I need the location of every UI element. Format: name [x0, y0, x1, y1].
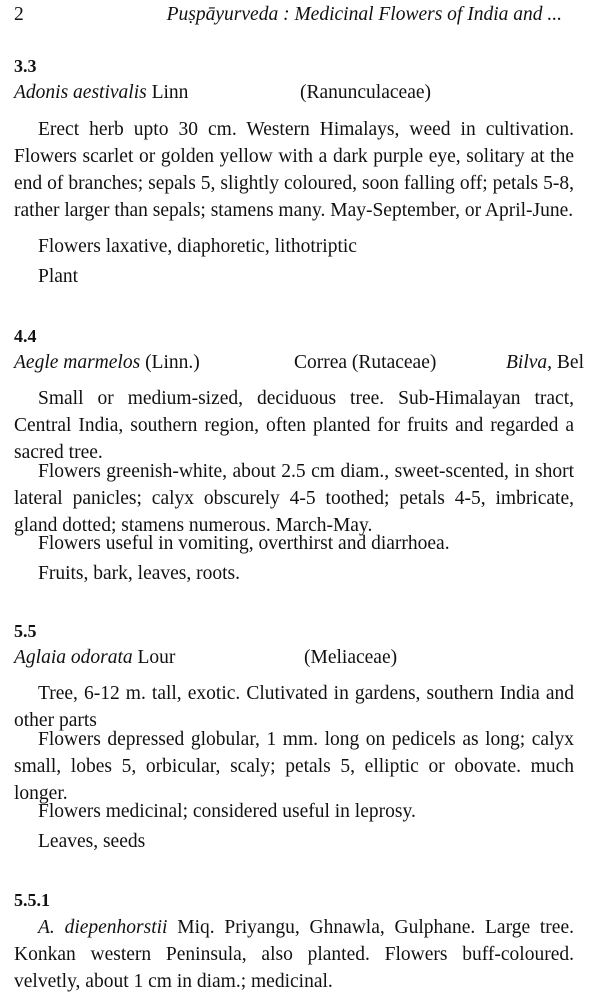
- description: Small or medium-sized, deciduous tree. Sub-Himalayan tract, Central India, southern region, often planted for fruits and regarded a sacred tree.: [14, 388, 574, 463]
- uses: Flowers medicinal; considered useful in leprosy.: [38, 801, 416, 822]
- entry-name-line: [14, 647, 590, 673]
- vernacular-plain: Bel: [552, 352, 584, 373]
- family-name: (Meliaceae): [304, 647, 398, 668]
- running-head: [14, 4, 590, 30]
- entry-number: 5.5.1: [14, 890, 50, 910]
- parts-used: Fruits, bark, leaves, roots.: [38, 563, 241, 584]
- entry-number: 5.5: [14, 621, 37, 641]
- entry-number: 3.3: [14, 56, 37, 76]
- species-italic: Aglaia odorata: [14, 647, 133, 668]
- description: Erect herb upto 30 cm. Western Himalays, weed in cultivation. Flowers scarlet or golden yellow with a dark purple eye, solitary at the end of branches; sepals 5, slightly coloured, soon falling off; petals 5-8, rather larger than sepals; stamens many. May-September, or April-June.: [14, 119, 574, 221]
- flower-description: Flowers greenish-white, about 2.5 cm diam., sweet-scented, in short lateral panicles; calyx obscurely 4-5 toothed; petals 4-5, imbricate, gland dotted; stamens numerous. March-May.: [14, 461, 574, 536]
- family-name: Correa (Rutaceae): [294, 352, 437, 373]
- species-authority: (Linn.): [140, 352, 200, 373]
- entry-name-line: [14, 82, 590, 108]
- parts-used: Leaves, seeds: [38, 831, 146, 852]
- species-italic: Adonis aestivalis: [14, 82, 147, 103]
- page-number: 2: [14, 4, 24, 25]
- species-italic: A. diepenhorstii: [38, 917, 168, 938]
- running-title: Puṣpāyurveda : Medicinal Flowers of India and ...: [166, 4, 562, 25]
- uses: Flowers useful in vomiting, overthirst and diarrhoea.: [38, 533, 450, 554]
- uses: Flowers laxative, diaphoretic, lithotriptic: [38, 236, 357, 257]
- species-name: [14, 352, 200, 374]
- species-authority: Linn: [146, 82, 189, 103]
- species-authority: Lour: [132, 647, 176, 668]
- entry-number: 4.4: [14, 326, 37, 346]
- vernacular-italic: Bilva,: [506, 352, 553, 373]
- vernacular-name: [506, 352, 584, 374]
- family-name: (Ranunculaceae): [300, 82, 431, 103]
- description: Tree, 6-12 m. tall, exotic. Clutivated in gardens, southern India and other parts: [14, 683, 574, 731]
- species-italic: Aegle marmelos: [14, 352, 141, 373]
- description: [14, 914, 574, 995]
- species-name: [14, 647, 175, 669]
- parts-used: Plant: [38, 266, 79, 287]
- species-name: [14, 82, 188, 104]
- entry-text: Miq. Priyangu, Ghnawla, Gulphane. Large tree. Konkan western Peninsula, also planted. Flowers buff-coloured. velvetly, about 1 cm in diam.; medicinal.: [14, 917, 574, 992]
- entry-name-line: [14, 352, 590, 378]
- flower-description: Flowers depressed globular, 1 mm. long on pedicels as long; calyx small, lobes 5, orbicular, scaly; petals 5, elliptic or obovate. much longer.: [14, 729, 574, 804]
